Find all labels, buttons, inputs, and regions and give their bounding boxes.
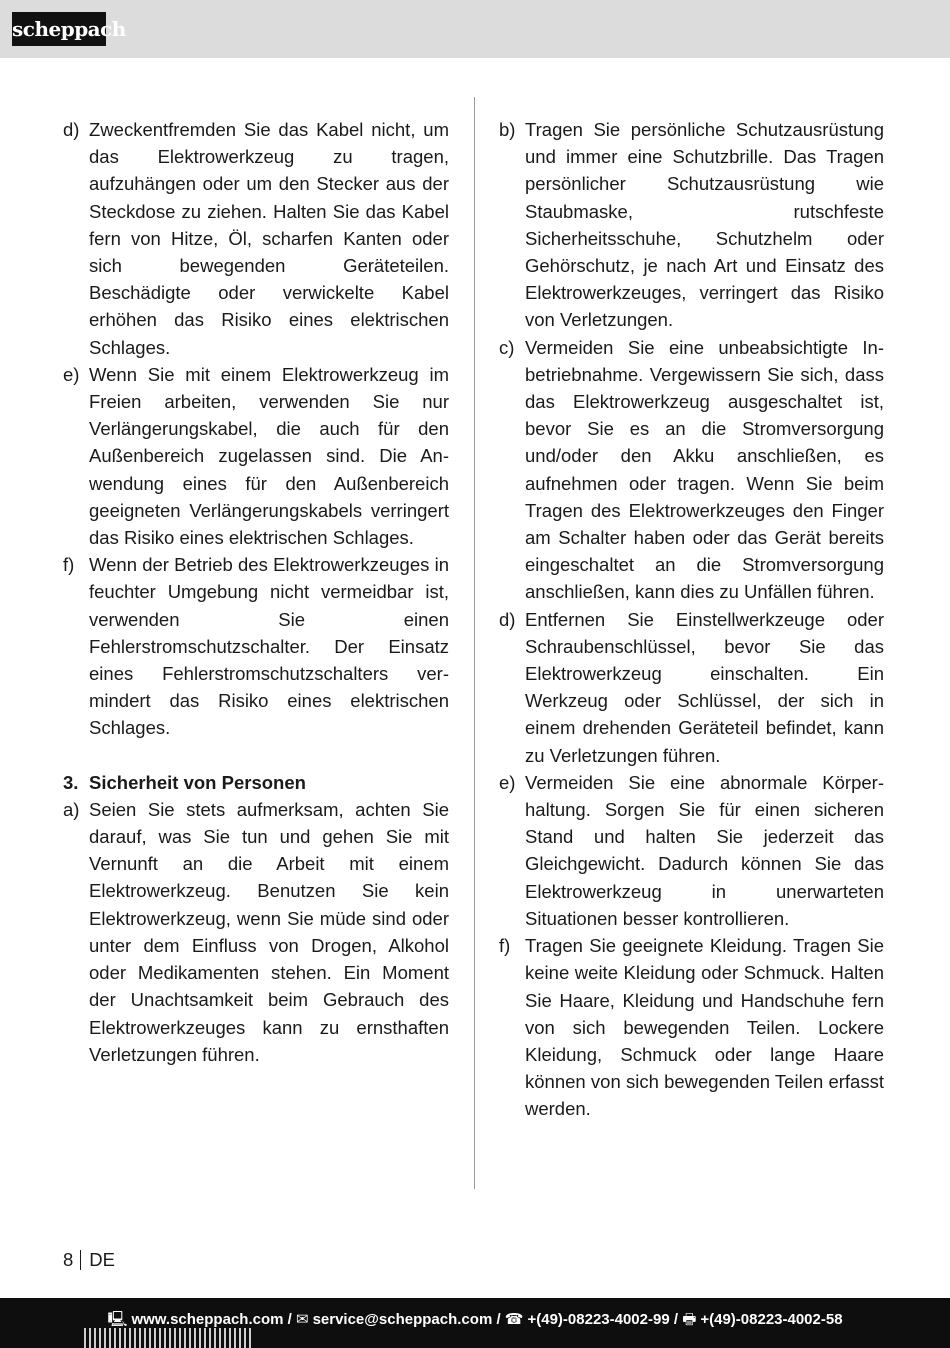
list-item — [499, 116, 885, 334]
item-text: Tragen Sie persönliche Schutzausrüstung und immer eine Schutzbrille. Das Tragen persönlicher Schutzausrüstung wie Staubmaske, rutschfeste Sicherheitsschuhe, Schutzhelm oder Gehörschutz, je nach Art und Einsatz des Elektrowerkzeuges, verringert das Risiko von Verletzungen. — [525, 119, 884, 331]
section-heading — [63, 769, 449, 796]
item-text: Entfernen Sie Einstellwerkzeuge oder Schraubenschlüssel, bevor Sie das Elektrowerkzeug einschalten. Ein Werkzeug oder Schlüssel, der sich in einem drehenden Geräteteil befindet, kann zu Verletzungen führen. — [525, 608, 884, 766]
fax-number: +(49)-08223-4002-58 — [700, 1311, 843, 1328]
separator: / — [669, 1311, 683, 1328]
separator: / — [492, 1311, 505, 1328]
page-number-value: 8 — [63, 1249, 74, 1270]
separator: / — [283, 1311, 296, 1328]
list-item — [63, 796, 449, 1068]
item-letter: f) — [63, 554, 75, 576]
list-item — [499, 932, 885, 1122]
right-column — [499, 116, 885, 1123]
column-divider — [474, 97, 475, 1189]
item-letter: e) — [63, 363, 80, 385]
list-item — [499, 769, 885, 932]
fax-icon: 🖶 — [682, 1311, 697, 1328]
item-letter: d) — [499, 608, 516, 630]
monitor-icon: 🖳 — [107, 1311, 128, 1328]
page-number — [63, 1247, 115, 1273]
item-text: Vermeiden Sie eine unbeabsichtigte Inbetriebnahme. Vergewissern Sie sich, dass das Elektrowerkzeug ausgeschaltet ist, bevor Sie es an die Stromversorgung und/oder den Akku anschließen, es aufnehmen oder tragen. Wenn Sie beim Tragen des Elektrowerkzeuges den Finger am Schalter haben oder das Gerät bereits eingeschaltet an die Stromversorgung anschließen, kann dies zu Unfällen führen. — [525, 336, 884, 603]
list-item — [499, 334, 885, 606]
list-item — [63, 361, 449, 551]
scheppach-logo: scheppach — [12, 12, 106, 46]
item-letter: f) — [499, 935, 511, 957]
list-item — [63, 551, 449, 741]
item-text: Wenn der Betrieb des Elektrowerkzeuges in feuchter Umgebung nicht vermeidbar ist, verwenden Sie einen Fehlerstromschutzschalter. Der Einsatz eines Fehlerstromschutzschalters vermindert das Risiko eines elektrischen Schlages. — [89, 554, 449, 739]
item-letter: c) — [499, 336, 515, 358]
item-text: Seien Sie stets aufmerksam, achten Sie darauf, was Sie tun und gehen Sie mit Vernunft an die Arbeit mit einem Elektrowerkzeug. Benutzen Sie kein Elektrowerkzeug, wenn Sie müde sind oder unter dem Einfluss von Drogen, Alkohol oder Medikamenten stehen. Ein Moment der Unachtsamkeit beim Gebrauch des Elektrowerkzeuges kann zu ernsthaften Verletzungen führen. — [89, 798, 449, 1065]
section-number: 3. — [63, 771, 79, 793]
item-letter: e) — [499, 771, 516, 793]
phone-icon: ☎ — [504, 1311, 524, 1328]
language-code: DE — [89, 1249, 115, 1270]
item-letter: b) — [499, 119, 516, 140]
page-number-separator — [80, 1250, 81, 1270]
left-column — [63, 116, 449, 1068]
mail-icon: ✉ — [295, 1311, 309, 1328]
item-letter: a) — [63, 798, 80, 820]
list-item — [499, 606, 885, 769]
header-band — [0, 0, 950, 58]
contact-bar-text — [0, 1310, 950, 1330]
email-link[interactable]: service@scheppach.com — [312, 1311, 493, 1328]
item-text: Tragen Sie geeignete Kleidung. Tragen Sie keine weite Kleidung oder Schmuck. Halten Sie Haare, Kleidung und Handschuhe fern von sich bewegenden Teilen. Lockere Kleidung, Schmuck oder lange Haare können von sich bewegenden Teilen erfasst werden. — [525, 935, 884, 1120]
item-text: Wenn Sie mit einem Elektrowerkzeug im Freien arbeiten, verwenden Sie nur Verlängerungskabel, die auch für den Außenbereich zugelassen sind. Die Anwendung eines für den Außenbereich geeigneten Verlängerungskabels verringert das Risiko eines elektrischen Schlages. — [89, 363, 449, 549]
footer-stripe-pattern — [84, 1328, 254, 1348]
phone-number[interactable]: +(49)-08223-4002-99 — [527, 1311, 670, 1328]
item-letter: d) — [63, 119, 80, 140]
item-text: Vermeiden Sie eine abnormale Körperhaltung. Sorgen Sie für einen sicheren Stand und halten Sie jederzeit das Gleichgewicht. Dadurch können Sie das Elektrowerkzeug in unerwarteten Situationen besser kontrollieren. — [525, 771, 884, 929]
website-link[interactable]: www.scheppach.com — [131, 1311, 284, 1328]
list-item — [63, 116, 449, 361]
section-title: Sicherheit von Personen — [89, 771, 306, 793]
item-text: Zweckentfremden Sie das Kabel nicht, um das Elektrowerkzeug zu tragen, aufzuhängen oder um den Stecker aus der Steckdose zu ziehen. Halten Sie das Kabel fern von Hitze, Öl, scharfen Kanten oder sich bewegenden Geräteteilen. Beschädigte oder verwickelte Kabel erhöhen das Risiko eines elektrischen Schlages. — [89, 119, 449, 358]
